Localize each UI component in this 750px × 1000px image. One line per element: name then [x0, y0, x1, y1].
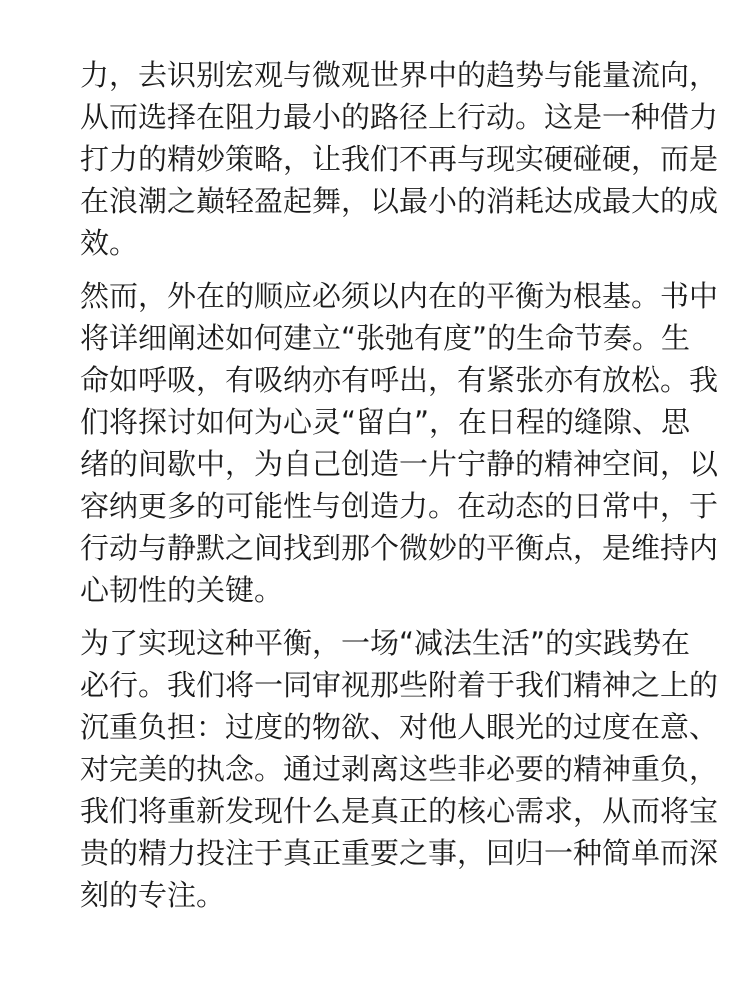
text-line: 容纳更多的可能性与创造力。在动态的日常中，于 — [80, 489, 719, 523]
text-line: 在浪潮之巅轻盈起舞，以最小的消耗达成最大的成 — [80, 184, 719, 218]
text-line: 刻的专注。 — [80, 878, 226, 912]
text-line: 心韧性的关键。 — [80, 573, 284, 607]
text-line: 必行。我们将一同审视那些附着于我们精神之上的 — [80, 668, 719, 702]
paragraph-1 — [80, 54, 719, 264]
text-line: 为了实现这种平衡，一场“减法生活”的实践势在 — [80, 626, 691, 660]
text-line: 贵的精力投注于真正重要之事，回归一种简单而深 — [80, 836, 719, 870]
paragraph-3 — [80, 622, 719, 916]
paragraph-2 — [80, 275, 719, 611]
text-line: 命如呼吸，有吸纳亦有呼出，有紧张亦有放松。我 — [80, 363, 719, 397]
text-line: 行动与静默之间找到那个微妙的平衡点，是维持内 — [80, 531, 719, 565]
text-line: 绪的间歇中，为自己创造一片宁静的精神空间，以 — [80, 447, 719, 481]
text-line: 效。 — [80, 226, 139, 260]
text-line: 沉重负担：过度的物欲、对他人眼光的过度在意、 — [80, 710, 719, 744]
text-line: 对完美的执念。通过剥离这些非必要的精神重负， — [80, 752, 719, 786]
text-line: 将详细阐述如何建立“张弛有度”的生命节奏。生 — [80, 321, 691, 355]
text-line: 我们将重新发现什么是真正的核心需求，从而将宝 — [80, 794, 719, 828]
body-text — [80, 54, 719, 916]
text-line: 们将探讨如何为心灵“留白”，在日程的缝隙、思 — [80, 405, 691, 439]
text-line: 打力的精妙策略，让我们不再与现实硬碰硬，而是 — [80, 142, 719, 176]
text-line: 然而，外在的顺应必须以内在的平衡为根基。书中 — [80, 279, 719, 313]
text-line: 从而选择在阻力最小的路径上行动。这是一种借力 — [80, 100, 719, 134]
text-line: 力，去识别宏观与微观世界中的趋势与能量流向， — [80, 58, 719, 92]
